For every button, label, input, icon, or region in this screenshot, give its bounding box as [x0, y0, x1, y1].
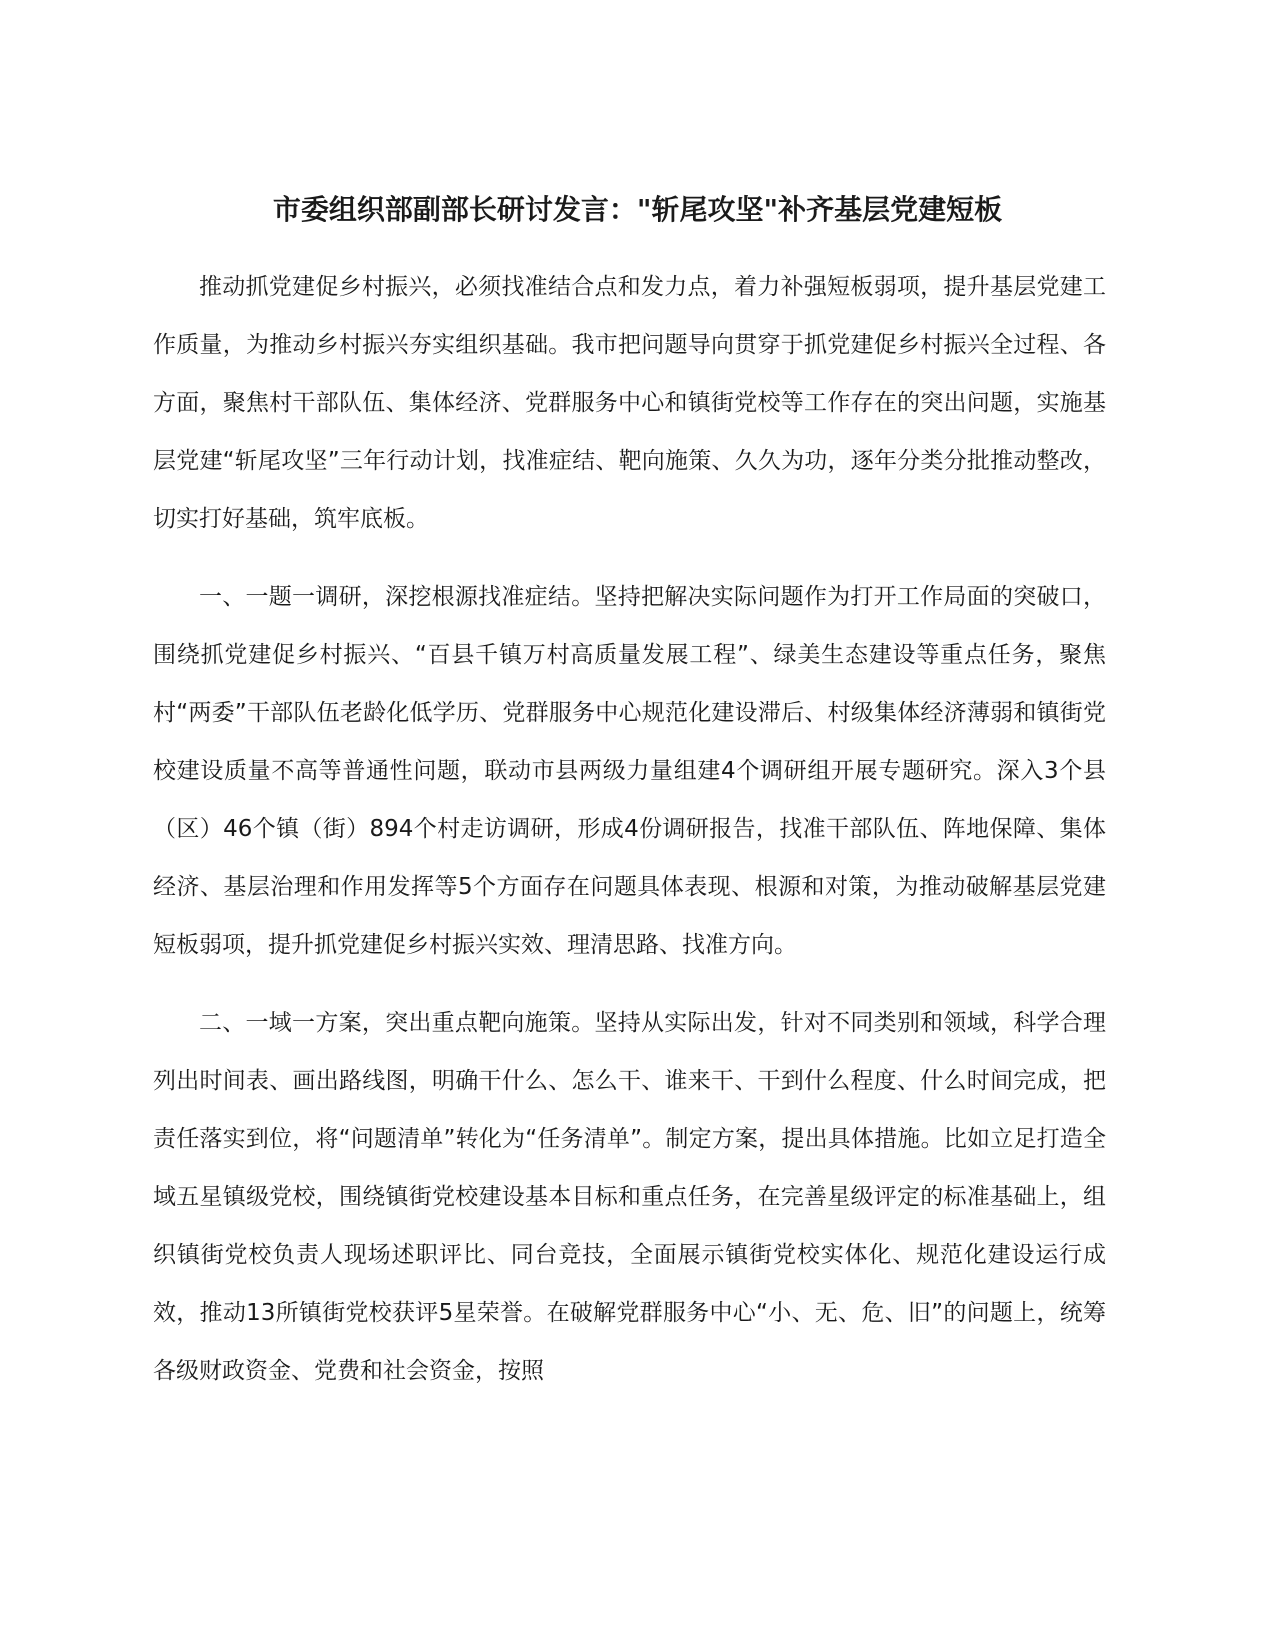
- paragraph-intro: 推动抓党建促乡村振兴，必须找准结合点和发力点，着力补强短板弱项，提升基层党建工作质量，为推动乡村振兴夯实组织基础。我市把问题导向贯穿于抓党建促乡村振兴全过程、各方面，聚焦村干部队伍、集体经济、党群服务中心和镇街党校等工作存在的突出问题，实施基层党建“斩尾攻坚”三年行动计划，找准症结、靶向施策、久久为功，逐年分类分批推动整改，切实打好基础，筑牢底板。: [153, 274, 1106, 532]
- paragraph-section-1: 一、一题一调研，深挖根源找准症结。坚持把解决实际问题作为打开工作局面的突破口，围绕抓党建促乡村振兴、“百县千镇万村高质量发展工程”、绿美生态建设等重点任务，聚焦村“两委”干部队伍老龄化低学历、党群服务中心规范化建设滞后、村级集体经济薄弱和镇街党校建设质量不高等普通性问题，联动市县两级力量组建4个调研组开展专题研究。深入3个县（区）46个镇（街）894个村走访调研，形成4份调研报告，找准干部队伍、阵地保障、集体经济、基层治理和作用发挥等5个方面存在问题具体表现、根源和对策，为推动破解基层党建短板弱项，提升抓党建促乡村振兴实效、理清思路、找准方向。: [153, 584, 1106, 958]
- paragraph-section-2: 二、一域一方案，突出重点靶向施策。坚持从实际出发，针对不同类别和领域，科学合理列出时间表、画出路线图，明确干什么、怎么干、谁来干、干到什么程度、什么时间完成，把责任落实到位，将“问题清单”转化为“任务清单”。制定方案，提出具体措施。比如立足打造全域五星镇级党校，围绕镇街党校建设基本目标和重点任务，在完善星级评定的标准基础上，组织镇街党校负责人现场述职评比、同台竞技，全面展示镇街党校实体化、规范化建设运行成效，推动13所镇街党校获评5星荣誉。在破解党群服务中心“小、无、危、旧”的问题上，统筹各级财政资金、党费和社会资金，按照: [153, 1010, 1106, 1384]
- document-title: 市委组织部副部长研讨发言："斩尾攻坚"补齐基层党建短板: [272, 193, 1003, 226]
- document-body: [153, 258, 1106, 1420]
